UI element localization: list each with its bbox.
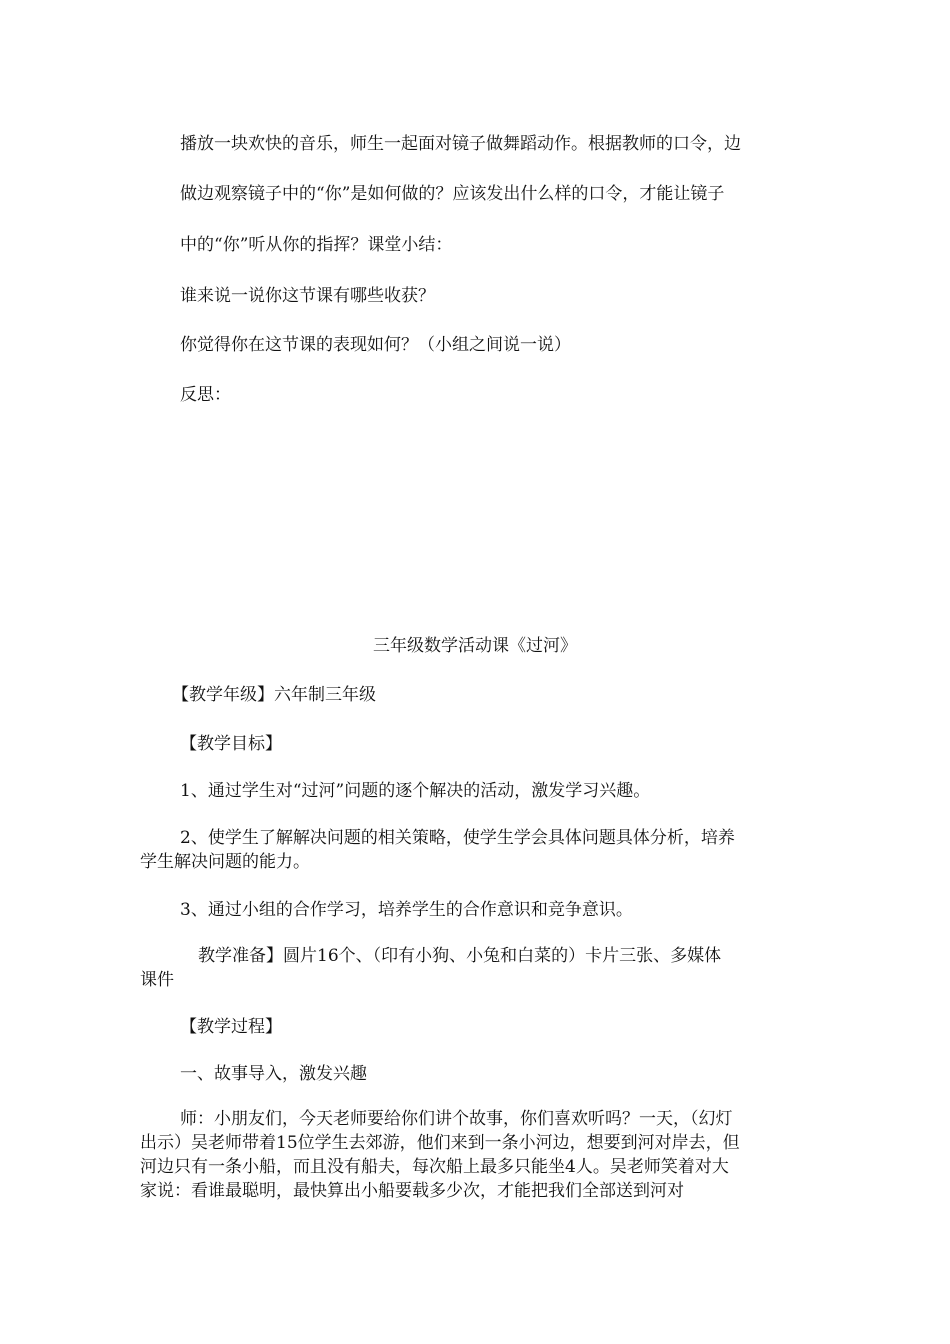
teaching-preparation-continuation: 课件 [140, 970, 174, 990]
teaching-preparation: 教学准备】圆片16个、（印有小狗、小兔和白菜的）卡片三张、多媒体 [198, 946, 722, 966]
goal-item: 3、通过小组的合作学习，培养学生的合作意识和竞争意识。 [180, 900, 633, 920]
paragraph-line: 你觉得你在这节课的表现如何？（小组之间说一说） [180, 335, 571, 355]
paragraph-line: 做边观察镜子中的“你”是如何做的？应该发出什么样的口令，才能让镜子 [180, 184, 725, 204]
goal-item-continuation: 学生解决问题的能力。 [140, 852, 310, 872]
story-line: 出示）吴老师带着15位学生去郊游，他们来到一条小河边，想要到河对岸去，但 [140, 1133, 740, 1153]
goal-item: 1、通过学生对“过河”问题的逐个解决的活动，激发学习兴趣。 [180, 781, 651, 801]
goals-heading: 【教学目标】 [180, 734, 282, 754]
story-line: 家说：看谁最聪明，最快算出小船要载多少次，才能把我们全部送到河对 [140, 1181, 684, 1201]
story-line: 河边只有一条小船，而且没有船夫，每次船上最多只能坐4人。吴老师笑着对大 [140, 1157, 729, 1177]
lesson-title: 三年级数学活动课《过河》 [373, 636, 577, 656]
goal-item: 2、使学生了解解决问题的相关策略，使学生学会具体问题具体分析，培养 [180, 828, 735, 848]
process-heading: 【教学过程】 [180, 1017, 282, 1037]
paragraph-line: 播放一块欢快的音乐，师生一起面对镜子做舞蹈动作。根据教师的口令，边 [180, 134, 741, 154]
step-heading: 一、故事导入，激发兴趣 [180, 1064, 367, 1084]
teaching-grade: 【教学年级】六年制三年级 [172, 685, 376, 705]
reflection-label: 反思： [180, 385, 231, 405]
paragraph-line: 谁来说一说你这节课有哪些收获？ [180, 286, 435, 306]
paragraph-line: 中的“你”听从你的指挥？课堂小结： [180, 235, 453, 255]
story-line: 师：小朋友们，今天老师要给你们讲个故事，你们喜欢听吗？一天，（幻灯 [180, 1109, 733, 1129]
